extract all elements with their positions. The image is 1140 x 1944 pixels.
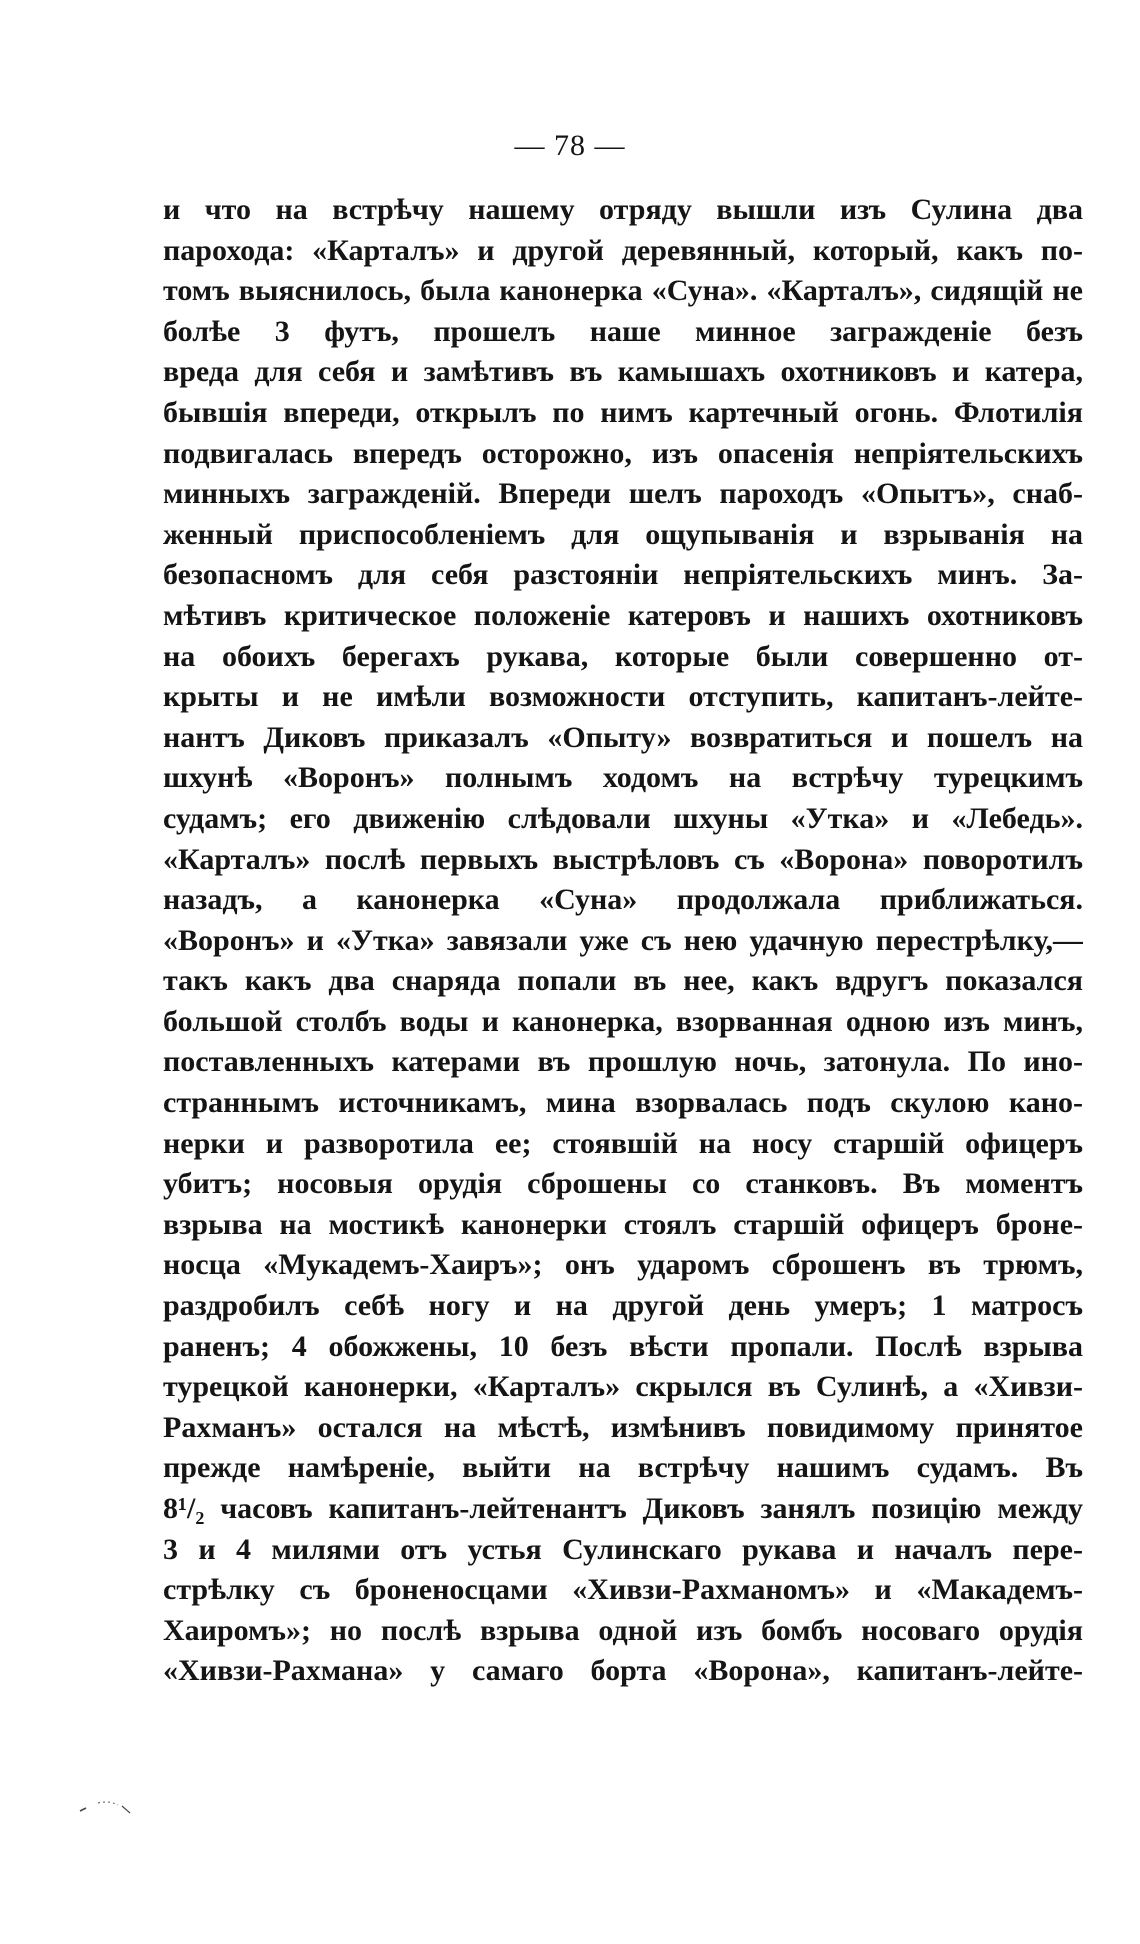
text-line-content: безопасномъ для себя разстояніи непріятельскихъ минъ. За- bbox=[163, 558, 1083, 592]
text-line-content: крыты и не имѣли возможности отступить, капитанъ-лейте- bbox=[163, 680, 1083, 714]
text-line bbox=[163, 1651, 1083, 1692]
text-line-content: мѣтивъ критическое положеніе катеровъ и нашихъ охотниковъ bbox=[163, 598, 1083, 632]
text-line-content: Рахманъ» остался на мѣстѣ, измѣнивъ повидимому принятое bbox=[163, 1410, 1083, 1444]
text-line bbox=[163, 393, 1083, 434]
text-line-content: прежде намѣреніе, выйти на встрѣчу нашимъ судамъ. Въ bbox=[163, 1451, 1083, 1485]
text-line-content: страннымъ источникамъ, мина взорвалась подъ скулою кано- bbox=[163, 1086, 1083, 1120]
text-line bbox=[163, 231, 1083, 272]
text-line-content: на обоихъ берегахъ рукава, которые были совершенно от- bbox=[163, 639, 1083, 673]
text-line bbox=[163, 434, 1083, 475]
text-line-content: 3 и 4 милями отъ устья Сулинскаго рукава и началъ пере- bbox=[163, 1532, 1083, 1566]
page-number: — 78 — bbox=[514, 129, 626, 162]
text-line bbox=[163, 840, 1083, 881]
text-line bbox=[163, 596, 1083, 637]
text-line-content: и что на встрѣчу нашему отряду вышли изъ Сулина два bbox=[163, 193, 1083, 226]
text-line-content: 8¹/₂ часовъ капитанъ-лейтенантъ Диковъ занялъ позицію между bbox=[163, 1492, 1083, 1525]
text-line bbox=[163, 1408, 1083, 1449]
text-line-content: болѣе 3 футъ, прошелъ наше минное загражденіе безъ bbox=[163, 314, 1083, 348]
text-line bbox=[163, 312, 1083, 353]
text-line-content: вреда для себя и замѣтивъ въ камышахъ охотниковъ и катера, bbox=[163, 355, 1083, 389]
text-line bbox=[163, 1286, 1083, 1327]
text-line bbox=[163, 758, 1083, 799]
text-line-content: минныхъ загражденій. Впереди шелъ пароходъ «Опытъ», снаб- bbox=[163, 477, 1083, 511]
text-line-content: Хаиромъ»; но послѣ взрыва одной изъ бомбъ носоваго орудія bbox=[163, 1613, 1083, 1647]
text-line-content: такъ какъ два снаряда попали въ нее, какъ вдругъ показался bbox=[163, 964, 1083, 998]
text-line-content: подвигалась впередъ осторожно, изъ опасенія непріятельскихъ bbox=[163, 436, 1083, 470]
text-line bbox=[163, 352, 1083, 393]
text-line-content: «Воронъ» и «Утка» завязали уже съ нею удачную перестрѣлку,— bbox=[163, 923, 1083, 957]
text-line-content: бывшія впереди, открылъ по нимъ картечный огонь. Флотилія bbox=[163, 395, 1083, 429]
text-line bbox=[163, 1164, 1083, 1205]
text-line-content: нантъ Диковъ приказалъ «Опыту» возвратиться и пошелъ на bbox=[163, 720, 1083, 754]
text-line-content: стрѣлку съ броненосцами «Хивзи-Рахманомъ» и «Макадемъ- bbox=[163, 1573, 1083, 1607]
text-line bbox=[163, 1042, 1083, 1083]
text-line bbox=[163, 1002, 1083, 1043]
text-line bbox=[163, 1367, 1083, 1408]
text-line-content: судамъ; его движенію слѣдовали шхуны «Утка» и «Лебедь». bbox=[163, 801, 1083, 835]
text-line bbox=[163, 1530, 1083, 1571]
text-line bbox=[163, 1611, 1083, 1652]
text-line-content: томъ выяснилось, была канонерка «Суна». «Карталъ», сидящій не bbox=[163, 274, 1083, 308]
text-line bbox=[163, 880, 1083, 921]
text-line bbox=[163, 1489, 1083, 1530]
text-line bbox=[163, 677, 1083, 718]
text-line-content: шхунѣ «Воронъ» полнымъ ходомъ на встрѣчу турецкимъ bbox=[163, 761, 1083, 795]
text-line-content: турецкой канонерки, «Карталъ» скрылся въ Сулинѣ, а «Хивзи- bbox=[163, 1370, 1083, 1404]
body-text bbox=[163, 190, 1083, 1692]
text-line bbox=[163, 1124, 1083, 1165]
scan-speck-mark bbox=[78, 1797, 148, 1817]
text-line-content: «Хивзи-Рахмана» у самаго борта «Ворона», капитанъ-лейте- bbox=[163, 1654, 1083, 1688]
text-line-content: назадъ, а канонерка «Суна» продолжала приближаться. bbox=[163, 883, 1083, 917]
text-line bbox=[163, 921, 1083, 962]
text-line bbox=[163, 637, 1083, 678]
text-line-content: нерки и разворотила ее; стоявшій на носу старшій офицеръ bbox=[163, 1126, 1083, 1160]
text-line bbox=[163, 474, 1083, 515]
text-line-content: взрыва на мостикѣ канонерки стоялъ старшій офицеръ броне- bbox=[163, 1207, 1083, 1241]
text-line bbox=[163, 1327, 1083, 1368]
text-line-content: носца «Мукадемъ-Хаиръ»; онъ ударомъ сброшенъ въ трюмъ, bbox=[163, 1248, 1083, 1282]
text-line bbox=[163, 961, 1083, 1002]
text-line bbox=[163, 718, 1083, 759]
text-line bbox=[163, 1245, 1083, 1286]
text-line-content: убитъ; носовыя орудія сброшены со станковъ. Въ моментъ bbox=[163, 1167, 1083, 1201]
text-line bbox=[163, 1448, 1083, 1489]
text-line-content: раздробилъ себѣ ногу и на другой день умеръ; 1 матросъ bbox=[163, 1289, 1083, 1323]
text-line bbox=[163, 1083, 1083, 1124]
text-line bbox=[163, 799, 1083, 840]
text-line-content: женный приспособленіемъ для ощупыванія и взрыванія на bbox=[163, 517, 1083, 551]
text-line bbox=[163, 1205, 1083, 1246]
text-line-content: «Карталъ» послѣ первыхъ выстрѣловъ съ «Ворона» поворотилъ bbox=[163, 842, 1083, 876]
text-line bbox=[163, 1570, 1083, 1611]
text-line-content: парохода: «Карталъ» и другой деревянный, который, какъ по- bbox=[163, 233, 1083, 267]
text-line bbox=[163, 555, 1083, 596]
text-line-content: раненъ; 4 обожжены, 10 безъ вѣсти пропали. Послѣ взрыва bbox=[163, 1329, 1083, 1363]
text-line bbox=[163, 271, 1083, 312]
text-line-content: поставленныхъ катерами въ прошлую ночь, затонула. По ино- bbox=[163, 1045, 1083, 1079]
text-line bbox=[163, 515, 1083, 556]
text-line bbox=[163, 190, 1083, 231]
text-line-content: большой столбъ воды и канонерка, взорванная одною изъ минъ, bbox=[163, 1004, 1083, 1038]
